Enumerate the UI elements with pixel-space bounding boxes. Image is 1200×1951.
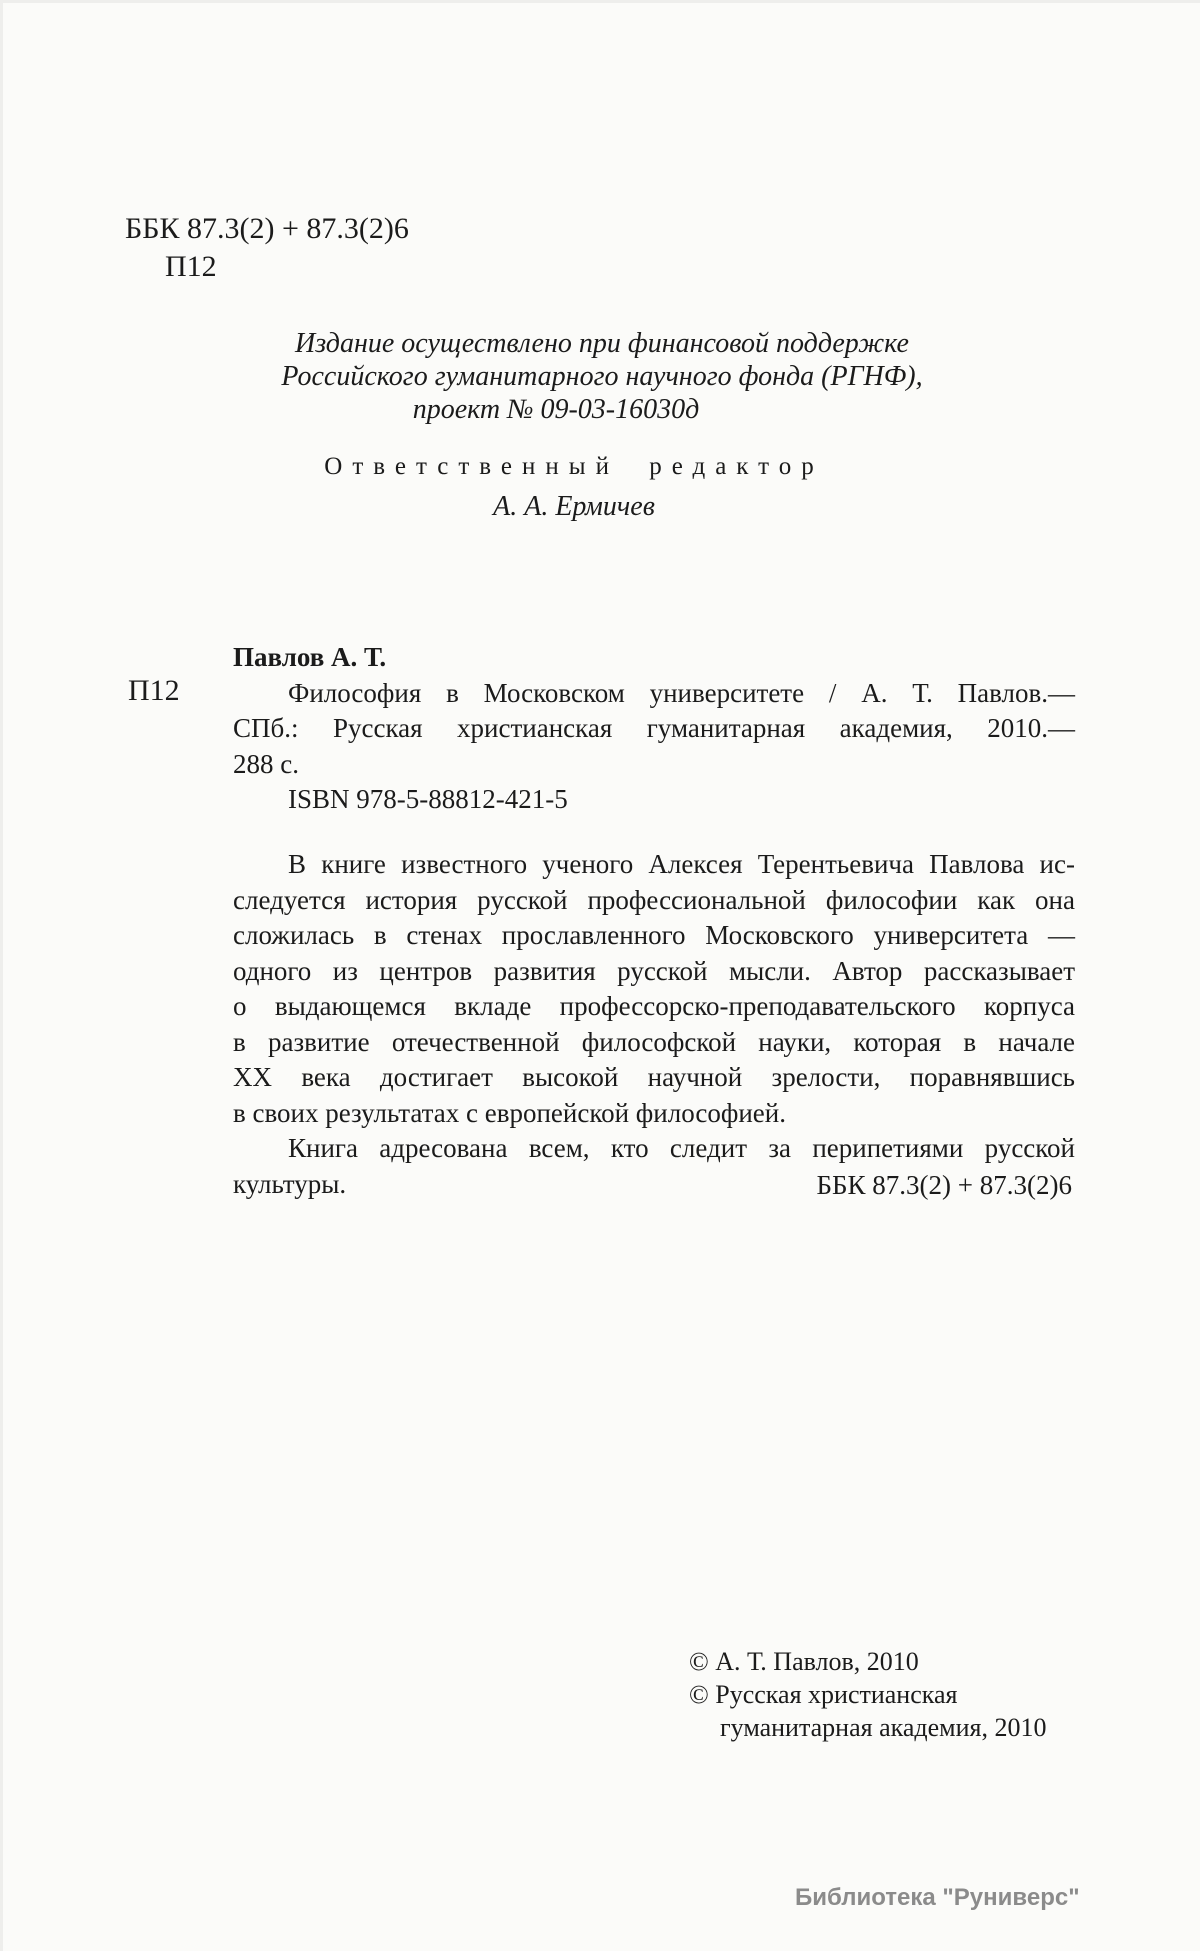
catalog-description-line: СПб.: Русская христианская гуманитарная академия, 2010.— bbox=[233, 713, 1075, 743]
editor-name: А. А. Ермичев bbox=[493, 491, 655, 522]
bbk-classification-block bbox=[125, 210, 409, 286]
funding-note-line-3: проект № 09-03-16030д bbox=[412, 394, 700, 425]
editor-role-label: Ответственный редактор bbox=[324, 453, 824, 480]
annotation-block bbox=[233, 847, 1075, 1202]
annotation-line: следуется история русской профессиональной философии как она bbox=[233, 884, 1075, 915]
annotation-line: XX века достигает высокой научной зрелости, поравнявшись bbox=[233, 1062, 1075, 1092]
annotation-line: В книге известного ученого Алексея Терентьевича Павлова ис- bbox=[288, 849, 1075, 879]
copyright-line-publisher: © Русская христианская bbox=[689, 1680, 958, 1709]
funding-note bbox=[0, 327, 1200, 426]
library-watermark: Библиотека "Руниверс" bbox=[795, 1884, 1080, 1911]
catalog-description-line: Философия в Московском университете / А. Т. Павлов.— bbox=[288, 677, 1075, 708]
annotation-line: сложилась в стенах прославленного Московского университета — bbox=[233, 920, 1075, 950]
editor-block bbox=[0, 452, 1148, 523]
bbk-classification-line-bottom: ББК 87.3(2) + 87.3(2)6 bbox=[816, 1170, 1072, 1200]
annotation-line: о выдающемся вкладе профессорско-преподавательского корпуса bbox=[233, 991, 1075, 1021]
annotation-line: культуры. bbox=[233, 1168, 347, 1199]
bbk-classification-line: ББК 87.3(2) + 87.3(2)6 bbox=[125, 212, 409, 245]
catalog-margin-code: П12 bbox=[128, 674, 180, 707]
isbn-line: ISBN 978-5-88812-421-5 bbox=[288, 784, 568, 814]
author-sign-code: П12 bbox=[165, 250, 217, 283]
catalog-author: Павлов А. Т. bbox=[233, 642, 387, 672]
catalog-description-line: 288 с. bbox=[233, 748, 299, 779]
annotation-line: Книга адресована всем, кто следит за перипетиями русской bbox=[288, 1133, 1075, 1163]
annotation-line: одного из центров развития русской мысли. Автор рассказывает bbox=[233, 955, 1075, 986]
copyright-line-author: © А. Т. Павлов, 2010 bbox=[689, 1647, 919, 1676]
copyright-block bbox=[689, 1645, 1047, 1744]
funding-note-line-2: Российского гуманитарного научного фонда (РГНФ), bbox=[281, 361, 923, 392]
copyright-line-publisher-cont: гуманитарная академия, 2010 bbox=[720, 1713, 1047, 1742]
annotation-line: в развитие отечественной философской науки, которая в начале bbox=[233, 1026, 1075, 1057]
catalog-card bbox=[128, 640, 1075, 818]
funding-note-line-1: Издание осуществлено при финансовой поддержке bbox=[295, 328, 909, 359]
annotation-line: в своих результатах с европейской философией. bbox=[233, 1097, 786, 1128]
